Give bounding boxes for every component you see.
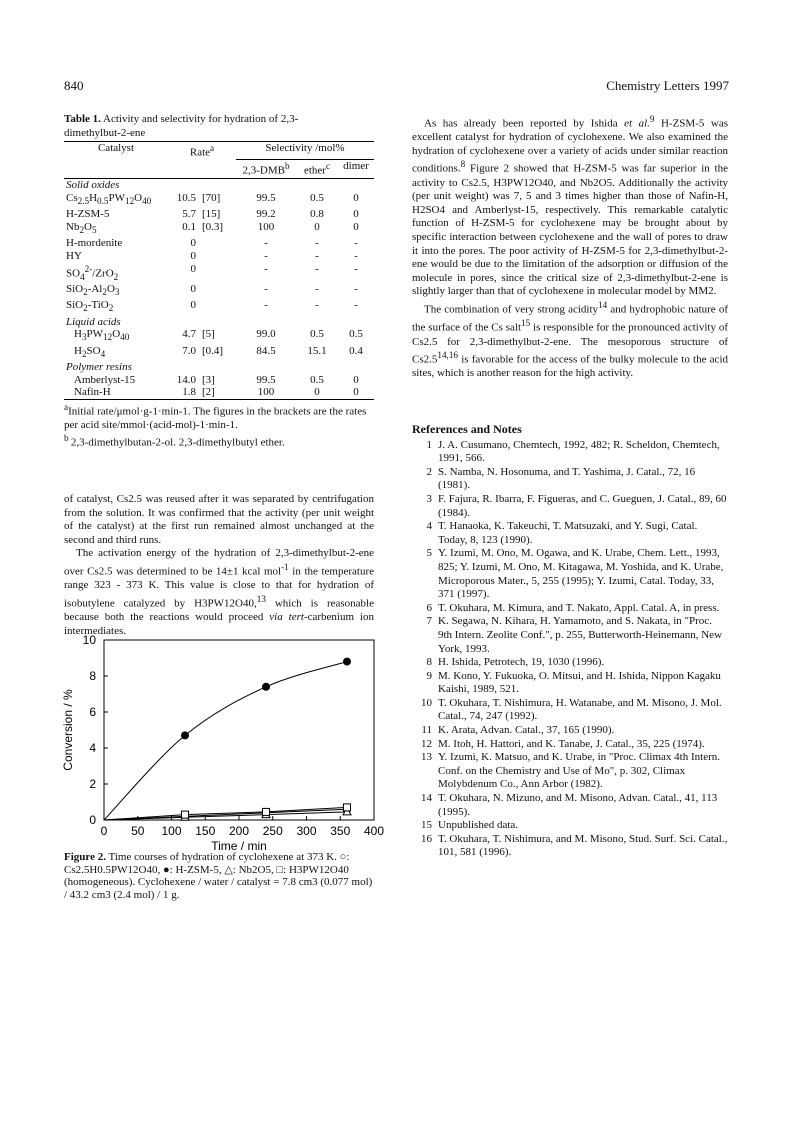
reference-item <box>412 833 728 860</box>
reference-number: 1 <box>426 438 432 451</box>
reference-item <box>412 819 728 833</box>
table1-cell-dimer: 0 <box>353 386 359 399</box>
table1-block <box>64 113 374 450</box>
x-tick-label: 350 <box>330 824 351 838</box>
table1-group-solid: Solid oxides <box>66 178 120 191</box>
table1-subheader-dimer: dimer <box>343 160 369 173</box>
table1-cell-dmb: - <box>264 236 268 249</box>
data-point-h3pw12o40 <box>344 804 351 811</box>
y-tick-label: 4 <box>89 741 96 755</box>
figure2-chart <box>58 628 388 852</box>
reference-number: 13 <box>421 751 432 764</box>
table1 <box>64 141 374 400</box>
right-body-text <box>412 113 728 381</box>
table1-header-catalyst: Catalyst <box>97 142 135 155</box>
reference-item <box>412 792 728 819</box>
table1-cell-rate: 10.5 <box>176 191 196 204</box>
references-title: References and Notes <box>412 422 522 436</box>
table1-cell-bracket <box>198 299 236 315</box>
reference-text: J. A. Cusumano, Chemtech, 1992, 482; R. Scheldon, Chemtech, 1991, 566. <box>438 438 720 465</box>
reference-item <box>412 547 728 601</box>
table1-cell-dmb: - <box>264 283 268 296</box>
table1-row <box>64 221 374 237</box>
table1-header-selectivity: Selectivity /mol% <box>236 142 374 160</box>
table1-cell-dimer: - <box>354 236 358 249</box>
plot-frame <box>104 640 374 820</box>
table1-cell-rate: 5.7 <box>182 207 196 220</box>
references-section <box>412 423 728 860</box>
reference-item <box>412 697 728 724</box>
table1-cell-dimer: - <box>354 283 358 296</box>
table1-cell-dimer: 0 <box>353 373 359 386</box>
table1-footnote-a: $^a$Initial rate/μmol·g-1·min-1. The figures in the brackets are the rates per acid site/mmol·(acid-mol)-1·min-1. <box>64 402 367 432</box>
table1-cell-bracket: [3] <box>202 373 215 386</box>
reference-number: 11 <box>421 724 432 737</box>
table1-cell-bracket <box>198 283 236 299</box>
table1-cell-dmb: - <box>264 299 268 312</box>
table1-cell-catalyst: Nafin-H <box>74 386 111 399</box>
table1-cell-dmb: 84.5 <box>256 344 276 357</box>
reference-number: 3 <box>426 492 432 505</box>
table1-row <box>64 386 374 399</box>
reference-text: F. Fajura, R. Ibarra, F. Figueras, and C. Gueguen, J. Catal., 89, 60 (1984). <box>438 492 727 519</box>
table1-cell-ether: - <box>315 262 319 275</box>
data-point-h3pw12o40 <box>263 808 270 815</box>
reference-text: Unpublished data. <box>438 819 519 832</box>
reference-text: Y. Izumi, M. Ono, M. Ogawa, and K. Urabe, Chem. Lett., 1993, 825; Y. Izumi, M. Ono, M. Kitagawa, M. Yoshida, and K. Urabe, Microporous Mater., 5, 255 (1995); Y. Izumi, Catal. Today, 33, 371 (1997). <box>438 547 724 601</box>
reference-number: 15 <box>421 819 432 832</box>
table1-row <box>64 345 374 361</box>
table1-cell-dimer: 0 <box>353 207 359 220</box>
table1-cell-dmb: - <box>264 262 268 275</box>
table1-row <box>64 283 374 299</box>
table1-subheader-ether: ether$^c$ <box>303 161 331 177</box>
table1-title-line2: dimethylbut-2-ene <box>64 126 146 139</box>
table1-header-rate: Rate$^a$ <box>189 143 215 159</box>
table1-group-polymer: Polymer resins <box>66 360 132 373</box>
table1-cell-rate: 0 <box>190 236 196 249</box>
table1-cell-bracket: [15] <box>202 207 221 220</box>
table1-cell-rate: 0 <box>190 299 196 312</box>
data-point-h3pw12o40 <box>182 811 189 818</box>
table1-cell-dimer: 0 <box>353 191 359 204</box>
table1-cell-rate: 0 <box>190 283 196 296</box>
table1-cell-rate: 0.1 <box>182 220 196 233</box>
right-paragraph-1: As has already been reported by Ishida et al.$^9$ H-ZSM-5 was excellent catalyst for hydration of cyclohexene. We also examined the hydration of cyclohexene over a variety of acids under similar reaction conditions.$^8$ Figure 2 showed that H-ZSM-5 was far superior in the activity to Cs2.5, H3PW12O40, and Nb2O5. Additionally the activity (per unit weight) was 7, 5 and 3 times higher than those of Nafin-H, H2SO4 and Amberlyst-15, respectively. This remarkable catalytic function of H-ZSM-5 for cyclohexene may be brought about by specific interaction between cyclohexene and the wall of pores to draw it into the pores. The poor activity of H-ZSM-5 for 2,3-dimethylbut-2-ene would be due to the limitation of the adsorption or diffusion of the molecule in pores, since the critical size of 2,3-dimethylbut-2-ene is slightly larger than that of cyclohexene in molecular model by MM2. <box>412 114 728 298</box>
left-paragraph-1: of catalyst, Cs2.5 was reused after it was separated by centrifugation from the solution. It was confirmed that the activity (per unit weight of the catalyst) at the first run remained almost unchanged at the second and third runs. <box>64 493 374 546</box>
reference-text: K. Segawa, N. Kihara, H. Yamamoto, and S. Nakata, in "Proc. 9th Intern. Zeolite Conf.", p. 255, Butterworth-Heinemann, New York, 1993. <box>438 615 723 655</box>
x-tick-label: 400 <box>363 824 385 838</box>
reference-item <box>412 520 728 547</box>
table1-cell-catalyst: $H_2SO_4$ <box>74 344 106 359</box>
table1-subheader-dmb: 2,3-DMB$^b$ <box>242 161 290 177</box>
reference-number: 2 <box>426 465 432 478</box>
table1-cell-ether: 0.5 <box>310 328 324 341</box>
reference-item <box>412 466 728 493</box>
table1-cell-ether: - <box>315 236 319 249</box>
reference-item <box>412 493 728 520</box>
table1-cell-dmb: - <box>264 249 268 262</box>
data-point-hzsm5 <box>262 683 270 691</box>
table1-cell-dmb: 99.5 <box>256 191 276 204</box>
left-body-text <box>64 493 374 638</box>
table1-cell-ether: 0.5 <box>310 191 324 204</box>
table1-cell-catalyst: $H_3PW_{12}O_{40}$ <box>74 328 130 343</box>
table1-cell-ether: - <box>315 283 319 296</box>
table1-cell-bracket <box>198 263 236 284</box>
reference-text: T. Okuhara, N. Mizuno, and M. Misono, Advan. Catal., 41, 113 (1995). <box>438 792 718 818</box>
reference-text: T. Hanaoka, K. Takeuchi, T. Matsuzaki, and Y. Sugi, Catal. Today, 8, 123 (1990). <box>438 520 698 546</box>
table1-cell-ether: 0.8 <box>310 207 324 220</box>
left-paragraph-2: The activation energy of the hydration of 2,3-dimethylbut-2-ene over Cs2.5 was determined to be 14±1 kcal mol$^{-1}$ in the temperature range 323 - 373 K. This value is close to that for hydration of isobutylene catalyzed by H3PW12O40,13 which is reasonable because both the reactions would proceed via tert-carbenium ion intermediates. <box>64 547 374 637</box>
table1-cell-bracket: [2] <box>202 386 215 399</box>
x-tick-label: 0 <box>100 824 108 838</box>
page-number: 840 <box>64 78 84 93</box>
table1-cell-catalyst: $Cs_{2.5}H_{0.5}PW_{12}O_{40}$ <box>66 191 152 206</box>
table1-cell-ether: - <box>315 299 319 312</box>
table1-row <box>64 374 374 387</box>
reference-text: M. Itoh, H. Hattori, and K. Tanabe, J. Catal., 35, 225 (1974). <box>438 737 705 750</box>
table1-cell-dimer: - <box>354 262 358 275</box>
reference-text: T. Okuhara, M. Kimura, and T. Nakato, Appl. Catal. A, in press. <box>438 601 720 614</box>
table1-cell-ether: 0 <box>314 220 320 233</box>
table1-footnote-bc: $^b$ 2,3-dimethylbutan-2-ol. 2,3-dimethylbutyl ether. <box>64 433 285 449</box>
x-tick-label: 300 <box>296 824 317 838</box>
reference-item <box>412 738 728 752</box>
table1-cell-catalyst: $Nb_2O_5$ <box>66 220 97 235</box>
table1-cell-ether: - <box>315 249 319 262</box>
table1-cell-dimer: 0 <box>353 220 359 233</box>
reference-item <box>412 724 728 738</box>
table1-group-liquid: Liquid acids <box>66 315 121 328</box>
reference-item <box>412 615 728 656</box>
table1-row <box>64 208 374 221</box>
table1-cell-dmb: 99.0 <box>256 328 276 341</box>
reference-number: 4 <box>426 520 432 533</box>
x-axis-label: Time / min <box>211 839 267 852</box>
table1-cell-dmb: 99.5 <box>256 373 276 386</box>
reference-text: T. Okuhara, T. Nishimura, and M. Misono, Stud. Surf. Sci. Catal., 101, 581 (1996). <box>438 832 728 859</box>
data-point-hzsm5 <box>181 731 189 739</box>
table1-cell-dimer: - <box>354 299 358 312</box>
journal-name: Chemistry Letters 1997 <box>606 78 729 93</box>
y-tick-label: 10 <box>82 633 96 647</box>
table1-cell-bracket: [70] <box>202 191 221 204</box>
table1-cell-rate: 7.0 <box>182 344 196 357</box>
data-point-hzsm5 <box>343 658 351 666</box>
reference-text: S. Namba, N. Hosonuma, and T. Yashima, J. Catal., 72, 16 (1981). <box>438 465 696 492</box>
reference-number: 16 <box>421 832 432 845</box>
right-paragraph-2: The combination of very strong acidity$^{14}$ and hydrophobic nature of the surface of the Cs salt$^{15}$ is responsible for the pronounced activity of Cs2.5 for 2,3-dimethylbut-2-ene. The mesoporous structure of Cs2.5$^{14,16}$ is favorable for the access of the bulky molecule to the acid sites, which is another reason for the high activity. <box>412 300 729 380</box>
y-tick-label: 8 <box>89 669 96 683</box>
x-tick-label: 150 <box>195 824 216 838</box>
table1-row <box>64 263 374 284</box>
figure2-caption-text: Time courses of hydration of cyclohexene at 373 K. ○: Cs2.5H0.5PW12O40, ●: H-ZSM-5, △: Nb2O5, □: H3PW12O40 (homogeneous). Cyclohexene / water / catalyst = 7.8 cm3 (0.077 mol) / 43.2 cm3 (2.4 mol) / 1 g. <box>64 851 373 901</box>
table1-row <box>64 250 374 263</box>
reference-number: 10 <box>421 696 432 709</box>
table1-cell-dmb: 99.2 <box>256 207 276 220</box>
table1-cell-rate: 14.0 <box>176 373 196 386</box>
figure2-caption <box>64 851 376 901</box>
reference-item <box>412 670 728 697</box>
table1-row <box>64 237 374 250</box>
reference-item <box>412 439 728 466</box>
table1-cell-bracket <box>198 250 236 263</box>
table1-cell-rate: 1.8 <box>182 386 196 399</box>
table1-cell-ether: 0.5 <box>310 373 324 386</box>
x-tick-label: 250 <box>262 824 283 838</box>
table1-cell-rate: 0 <box>190 262 196 275</box>
table1-row <box>64 299 374 315</box>
table1-cell-bracket: [0.4] <box>202 344 224 357</box>
reference-number: 9 <box>426 669 432 682</box>
table1-cell-dimer: - <box>354 249 358 262</box>
references-list <box>412 439 728 860</box>
table1-cell-rate: 4.7 <box>182 328 196 341</box>
x-tick-label: 200 <box>228 824 250 838</box>
table1-cell-catalyst: Amberlyst-15 <box>74 373 136 386</box>
reference-item <box>412 656 728 670</box>
table1-cell-catalyst: H-mordenite <box>66 236 123 249</box>
table1-cell-dmb: 100 <box>257 386 275 399</box>
reference-number: 5 <box>426 547 432 560</box>
table1-title <box>64 113 374 140</box>
reference-text: K. Arata, Advan. Catal., 37, 165 (1990). <box>438 724 615 737</box>
table1-cell-catalyst: H-ZSM-5 <box>66 207 110 220</box>
reference-number: 8 <box>426 656 432 669</box>
y-tick-label: 6 <box>89 705 96 719</box>
reference-text: M. Kono, Y. Fukuoka, O. Mitsui, and H. Ishida, Nippon Kagaku Kaishi, 1989, 521. <box>438 669 721 696</box>
table1-title-text: Activity and selectivity for hydration of 2,3- <box>100 113 299 125</box>
table1-cell-catalyst: SiO$_2$-TiO$_2$ <box>66 299 114 314</box>
table1-cell-dmb: 100 <box>257 220 275 233</box>
series-line <box>104 662 347 820</box>
reference-text: T. Okuhara, T. Nishimura, H. Watanabe, and M. Misono, J. Mol. Catal., 74, 247 (1992). <box>438 696 722 723</box>
reference-number: 7 <box>426 615 432 628</box>
table1-cell-bracket <box>198 237 236 250</box>
table1-cell-catalyst: $SO_4^{2-}/ZrO_2$ <box>66 263 119 282</box>
reference-number: 6 <box>426 601 432 614</box>
table1-cell-bracket: [0.3] <box>202 220 224 233</box>
table1-cell-rate: 0 <box>190 249 196 262</box>
table1-cell-catalyst: $SiO_2-Al_2O_3$ <box>66 283 120 298</box>
table1-cell-catalyst: HY <box>66 249 82 262</box>
table1-row <box>64 328 374 344</box>
table1-cell-dimer: 0.4 <box>349 344 363 357</box>
reference-text: H. Ishida, Petrotech, 19, 1030 (1996). <box>438 656 605 669</box>
y-tick-label: 2 <box>89 777 96 791</box>
reference-text: Y. Izumi, K. Matsuo, and K. Urabe, in "Proc. Climax 4th Intern. Conf. on the Chemistry and Use of Mo", p. 302, Climax Molybdenum Co., Ann Arbor (1982). <box>438 751 720 791</box>
table1-row <box>64 192 374 208</box>
table1-cell-ether: 15.1 <box>307 344 327 357</box>
y-tick-label: 0 <box>89 813 96 827</box>
reference-number: 14 <box>421 792 432 805</box>
y-axis-label: Conversion / % <box>61 689 75 771</box>
reference-item <box>412 751 728 792</box>
table1-cell-bracket: [5] <box>202 328 215 341</box>
table1-cell-ether: 0 <box>314 386 320 399</box>
table1-cell-dimer: 0.5 <box>349 328 363 341</box>
x-tick-label: 100 <box>161 824 182 838</box>
reference-item <box>412 602 728 616</box>
table1-label: Table 1. <box>64 113 101 125</box>
x-tick-label: 50 <box>131 824 145 838</box>
reference-number: 12 <box>421 737 432 750</box>
figure2-label: Figure 2. <box>64 851 106 863</box>
